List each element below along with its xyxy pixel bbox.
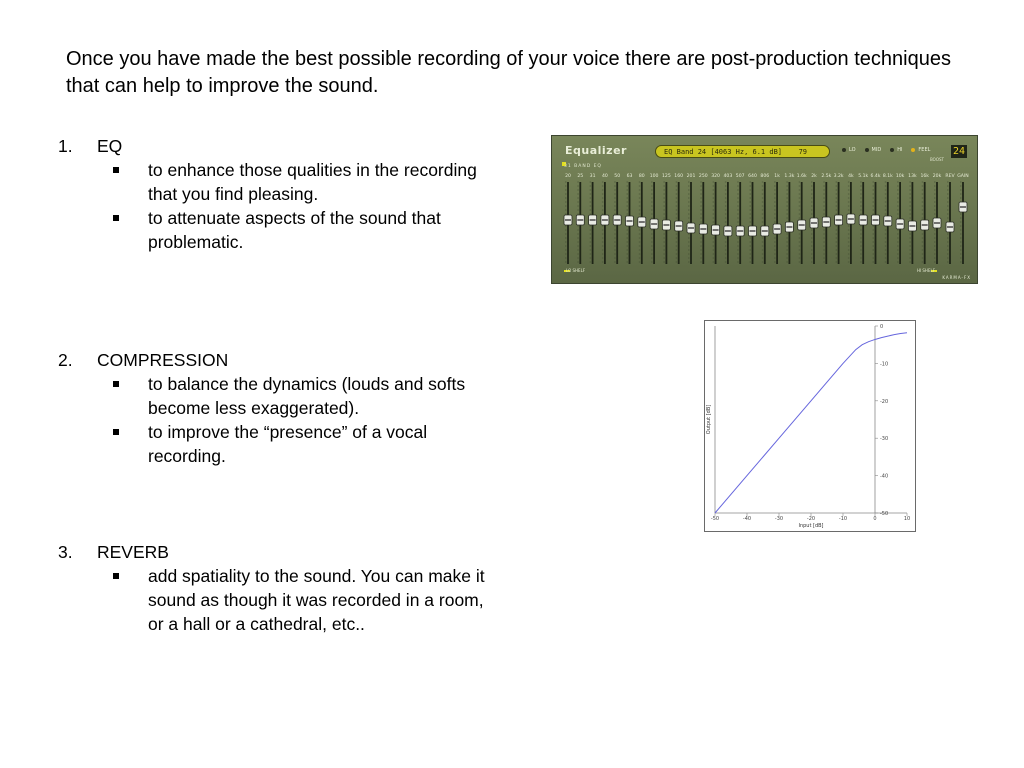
band-slider-label: 250 xyxy=(698,174,708,179)
band-slider-label: 40 xyxy=(601,174,608,179)
band-slider-track xyxy=(776,182,778,264)
band-slider-track xyxy=(739,182,741,264)
band-slider-track xyxy=(727,182,729,264)
equalizer-plugin xyxy=(551,135,978,284)
led-icon xyxy=(842,148,846,152)
lo-shelf-label: LO SHELF xyxy=(566,268,586,273)
bullet-item xyxy=(58,372,498,420)
band-slider-label: 2k xyxy=(811,174,817,179)
band-slider-label: 125 xyxy=(662,174,671,179)
gain-slider-label: GAIN xyxy=(957,174,969,179)
band-slider-label: 201 xyxy=(686,174,696,179)
bullet-square-icon xyxy=(113,215,119,221)
band-label: 31 BAND EQ xyxy=(564,164,602,169)
band-slider-label: 806 xyxy=(760,174,770,179)
band-slider-label: 10k xyxy=(895,174,905,179)
bullet-text: to improve the “presence” of a vocal recording. xyxy=(148,422,428,466)
band-slider-label: 320 xyxy=(711,174,720,179)
band-slider-label: 80 xyxy=(638,174,645,179)
band-slider-label: 1.6k xyxy=(796,174,807,179)
led-icon xyxy=(911,148,915,152)
bullet-item xyxy=(58,420,498,468)
mode-label: FEEL xyxy=(918,147,931,153)
y-axis-title: Output [dB] xyxy=(706,404,712,435)
compressor-plot xyxy=(705,321,915,531)
led-icon xyxy=(865,148,869,152)
section-compression xyxy=(58,348,498,468)
band-display-text: EQ Band 24 [4063 Hz, 6.1 dB] xyxy=(664,148,783,156)
band-slider-label: 63 xyxy=(626,174,633,179)
rev-slider-label: REV xyxy=(945,174,955,179)
compressor-curve-line xyxy=(715,333,907,513)
bullet-text: to attenuate aspects of the sound that problematic. xyxy=(148,208,441,252)
boost-label: BOOST xyxy=(930,157,944,162)
section-eq xyxy=(58,134,498,254)
y-tick-label: -10 xyxy=(880,361,889,368)
bullet-square-icon xyxy=(113,167,119,173)
y-tick-label: -20 xyxy=(880,398,889,405)
gain-slider-track xyxy=(962,182,964,264)
x-tick-label: -20 xyxy=(806,516,816,522)
band-slider-label: 160 xyxy=(674,174,684,179)
band-slider-label: 100 xyxy=(649,174,659,179)
band-display xyxy=(655,145,830,158)
band-slider-track xyxy=(752,182,754,264)
mode-hi[interactable] xyxy=(890,147,902,153)
band-display-value: 79 xyxy=(798,148,807,156)
band-slider-label: 507 xyxy=(735,174,745,179)
led-icon xyxy=(890,148,894,152)
y-tick-label: -40 xyxy=(880,473,889,480)
brand-logo: KARMA-FX xyxy=(942,275,971,280)
band-slider-label: 8.1k xyxy=(882,174,893,179)
x-tick-label: 0 xyxy=(873,516,877,522)
x-tick-label: -40 xyxy=(742,516,752,522)
x-tick-label: -10 xyxy=(838,516,848,522)
band-slider-track xyxy=(764,182,766,264)
band-slider-label: 50 xyxy=(614,174,621,179)
x-axis-title: Input [dB] xyxy=(798,523,824,529)
band-slider-label: 4k xyxy=(848,174,854,179)
bullet-item xyxy=(58,206,498,254)
band-slider-label: 2.5k xyxy=(821,174,832,179)
section-number: 1. xyxy=(58,136,73,156)
section-number: 3. xyxy=(58,542,73,562)
band-slider-label: 6.4k xyxy=(870,174,881,179)
mode-feel[interactable] xyxy=(911,147,930,153)
bullet-square-icon xyxy=(113,573,119,579)
bullet-item xyxy=(58,158,498,206)
equalizer-title: Equalizer xyxy=(565,144,627,157)
y-tick-label: -50 xyxy=(880,511,889,517)
band-count-readout: 24 xyxy=(952,146,966,157)
y-tick-label: 0 xyxy=(880,324,884,330)
section-number: 2. xyxy=(58,350,73,370)
mode-selector xyxy=(842,147,930,153)
mode-label: LO xyxy=(849,147,856,153)
mode-label: HI xyxy=(897,147,903,153)
band-slider-label: 403 xyxy=(723,174,733,179)
section-reverb xyxy=(58,540,498,636)
band-slider-track xyxy=(702,182,704,264)
band-slider-label: 1k xyxy=(774,174,780,179)
bullet-text: to enhance those qualities in the recording that you find pleasing. xyxy=(148,160,477,204)
y-tick-label: -30 xyxy=(880,436,889,443)
bullet-square-icon xyxy=(113,381,119,387)
mode-lo[interactable] xyxy=(842,147,856,153)
hi-shelf-label: HI SHELF xyxy=(916,268,935,273)
bullet-text: to balance the dynamics (louds and softs become less exaggerated). xyxy=(148,374,466,418)
mode-label: MID xyxy=(871,147,882,153)
band-slider-label: 31 xyxy=(589,174,596,179)
section-title: REVERB xyxy=(97,542,169,562)
band-slider-label: 25 xyxy=(577,174,584,179)
band-slider-label: 5.1k xyxy=(858,174,869,179)
band-slider-label: 3.2k xyxy=(833,174,844,179)
band-slider-label: 16k xyxy=(920,174,929,179)
bullet-item xyxy=(58,564,498,636)
mode-mid[interactable] xyxy=(865,147,882,153)
x-tick-label: 10 xyxy=(903,516,911,522)
band-slider-label: 13k xyxy=(908,174,917,179)
band-slider-label: 1.3k xyxy=(784,174,795,179)
compressor-curve-chart xyxy=(704,320,916,532)
bullet-square-icon xyxy=(113,429,119,435)
band-slider-label: 640 xyxy=(748,174,757,179)
x-tick-label: -30 xyxy=(774,516,784,522)
intro-paragraph: Once you have made the best possible recording of your voice there are post-production techniques that can help to improve the sound. xyxy=(66,48,951,97)
section-title: COMPRESSION xyxy=(97,350,229,370)
x-tick-label: -50 xyxy=(710,516,720,522)
section-title: EQ xyxy=(97,136,123,156)
band-slider-label: 20 xyxy=(565,174,571,179)
band-slider-track xyxy=(715,182,717,264)
band-slider-label: 20k xyxy=(932,174,942,179)
bullet-text: add spatiality to the sound. You can make it sound as though it was recorded in a room, or a hall or a cathedral, etc.. xyxy=(148,566,485,634)
